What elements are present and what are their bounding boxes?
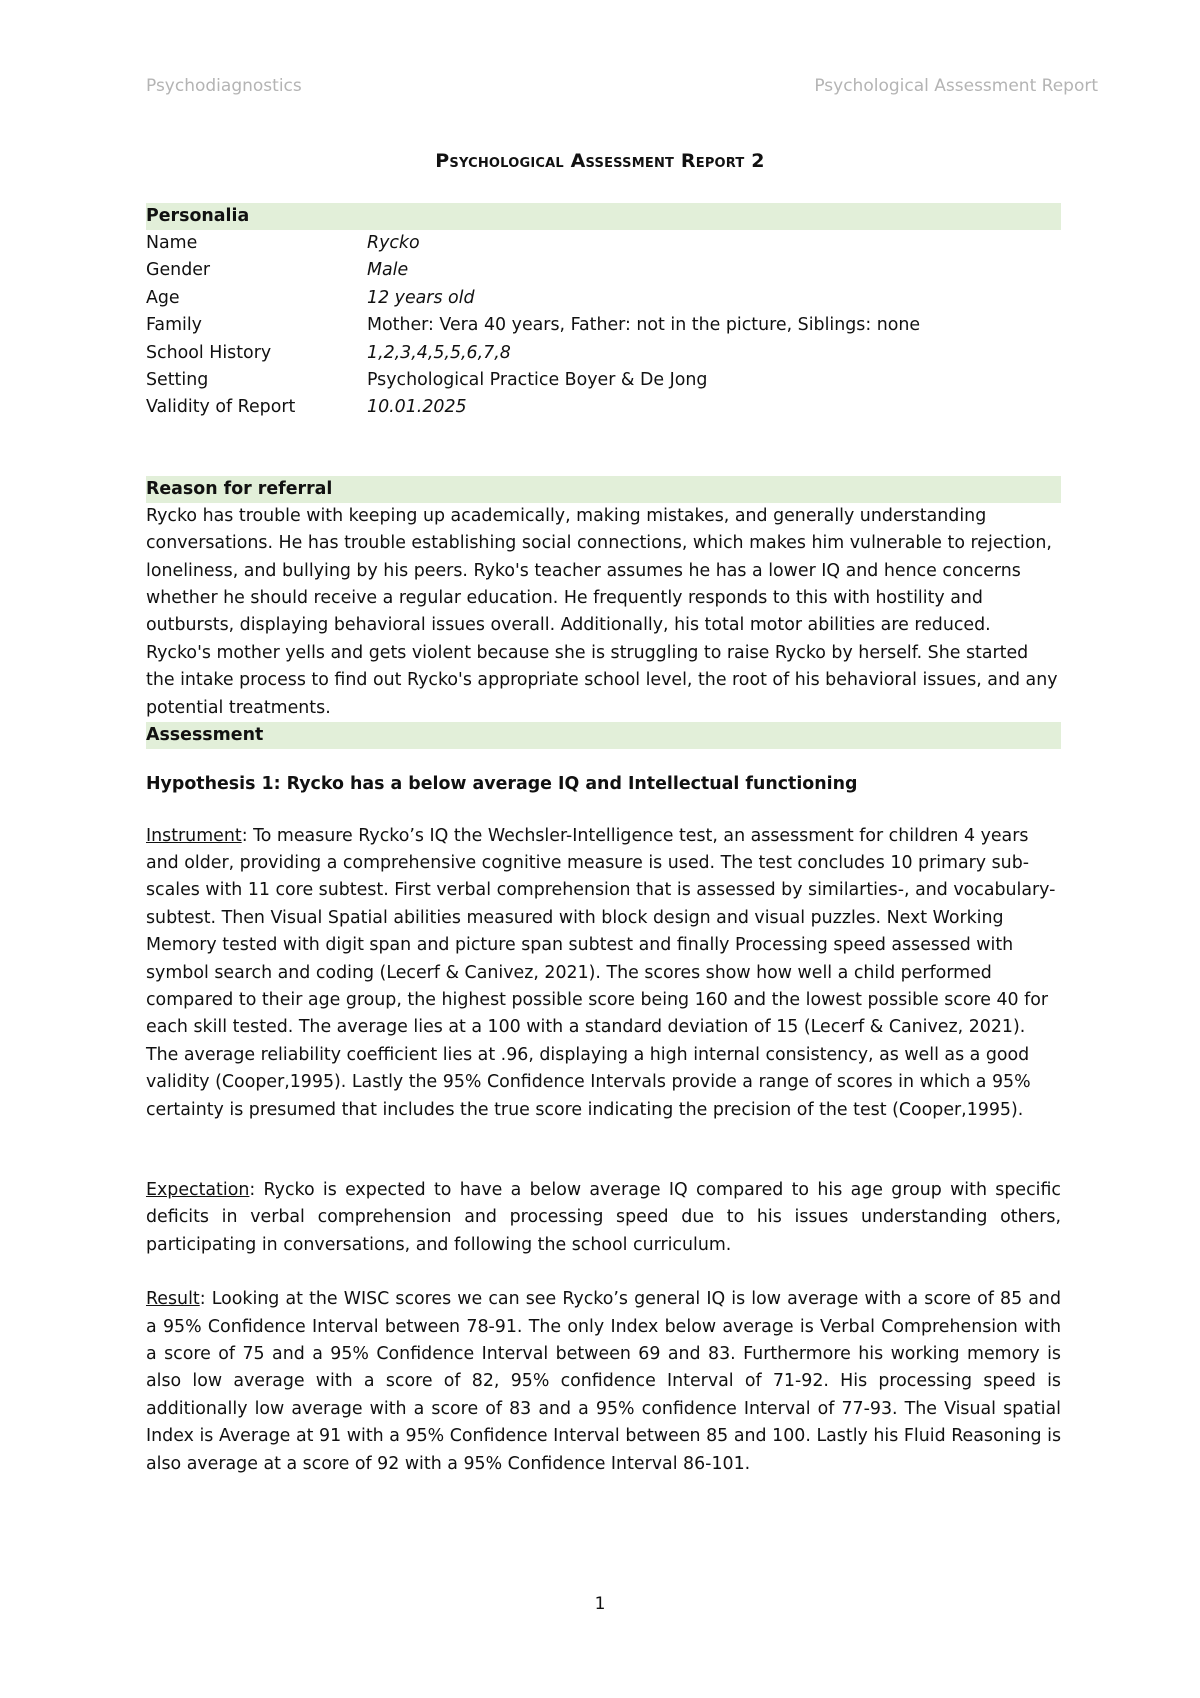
expectation-label: Expectation xyxy=(146,1179,250,1200)
assessment-heading: Assessment xyxy=(146,722,1061,749)
header-course-name: Psychodiagnostics xyxy=(146,76,302,96)
result-text: : Looking at the WISC scores we can see Rycko’s general IQ is low average with a score of 85 and a 95% Confidence Interval between 78-91. The only Index below average is Verbal Comprehension with a score of 75 and a 95% Confidence Interval between 69 and 83. Furthermore his working memory is also low average with a score of 82, 95% confidence Interval of 71-92. His processing speed is additionally low average with a score of 83 and a 95% confidence Interval of 77-93. The Visual spatial Index is Average at 91 with a 95% Confidence Interval between 85 and 100. Lastly his Fluid Reasoning is also average at a score of 92 with a 95% Confidence Interval 86-101. xyxy=(146,1289,1061,1474)
hypothesis-1: Hypothesis 1: Rycko has a below average IQ and Intellectual functioning xyxy=(146,774,858,795)
referral-text: Rycko has trouble with keeping up academically, making mistakes, and generally understanding conversations. He has trouble establishing social connections, which makes him vulnerable to rejection, loneliness, and bullying by his peers. Ryko's teacher assumes he has a lower IQ and hence concerns whether he should receive a regular education. He frequently responds to this with hostility and outbursts, displaying behavioral issues overall. Additionally, his total motor abilities are reduced. Rycko's mother yells and gets violent because she is struggling to raise Rycko by herself. She started the intake process to find out Rycko's appropriate school level, the root of his behavioral issues, and any potential treatments. xyxy=(146,505,1058,718)
row-value: 10.01.2025 xyxy=(367,397,467,418)
result-paragraph xyxy=(146,1286,1061,1478)
row-label: Age xyxy=(146,287,180,308)
row-value: Mother: Vera 40 years, Father: not in the picture, Siblings: none xyxy=(367,315,921,336)
result-label: Result xyxy=(146,1289,200,1310)
row-value: Male xyxy=(367,260,409,281)
row-label: Gender xyxy=(146,260,211,281)
running-header xyxy=(146,76,1098,96)
row-value: Psychological Practice Boyer & De Jong xyxy=(367,370,708,391)
expectation-paragraph xyxy=(146,1177,1061,1259)
report-body xyxy=(146,203,1061,1478)
instrument-paragraph xyxy=(146,823,1061,1124)
row-label: Setting xyxy=(146,370,209,391)
personalia-table xyxy=(146,230,1061,422)
row-label: Name xyxy=(146,233,198,253)
referral-heading: Reason for referral xyxy=(146,476,1061,503)
row-label: Validity of Report xyxy=(146,397,296,418)
personalia-row-age xyxy=(146,285,1061,312)
personalia-row-school-history xyxy=(146,340,1061,367)
instrument-label: Instrument xyxy=(146,825,242,846)
row-label: Family xyxy=(146,315,202,336)
personalia-row-setting xyxy=(146,367,1061,394)
personalia-heading: Personalia xyxy=(146,203,1061,230)
personalia-row-gender xyxy=(146,257,1061,284)
document-title: Psychological Assessment Report 2 xyxy=(435,150,765,172)
expectation-text: : Rycko is expected to have a below average IQ compared to his age group with specific deficits in verbal comprehension and processing speed due to his issues understanding others, participating in conversations, and following the school curriculum. xyxy=(146,1179,1061,1255)
row-value: Rycko xyxy=(367,233,420,253)
row-value: 1,2,3,4,5,5,6,7,8 xyxy=(367,342,511,363)
personalia-row-family xyxy=(146,312,1061,339)
page-number: 1 xyxy=(594,1594,606,1614)
personalia-row-validity xyxy=(146,394,1061,421)
instrument-text: : To measure Rycko’s IQ the Wechsler-Intelligence test, an assessment for children 4 years and older, providing a comprehensive cognitive measure is used. The test concludes 10 primary sub-scales with 11 core subtest. First verbal comprehension that is assessed by similarties-, and vocabulary-subtest. Then Visual Spatial abilities measured with block design and visual puzzles. Next Working Memory tested with digit span and picture span subtest and finally Processing speed assessed with symbol search and coding (Lecerf & Canivez, 2021). The scores show how well a child performed compared to their age group, the highest possible score being 160 and the lowest possible score 40 for each skill tested. The average lies at a 100 with a standard deviation of 15 (Lecerf & Canivez, 2021). The average reliability coefficient lies at .96, displaying a high internal consistency, as well as a good validity (Cooper,1995). Lastly the 95% Confidence Intervals provide a range of scores in which a 95% certainty is presumed that includes the true score indicating the precision of the test (Cooper,1995). xyxy=(146,825,1056,1120)
personalia-row-name xyxy=(146,230,1061,257)
header-document-name: Psychological Assessment Report xyxy=(814,76,1098,96)
row-value: 12 years old xyxy=(367,287,475,308)
row-label: School History xyxy=(146,342,272,363)
